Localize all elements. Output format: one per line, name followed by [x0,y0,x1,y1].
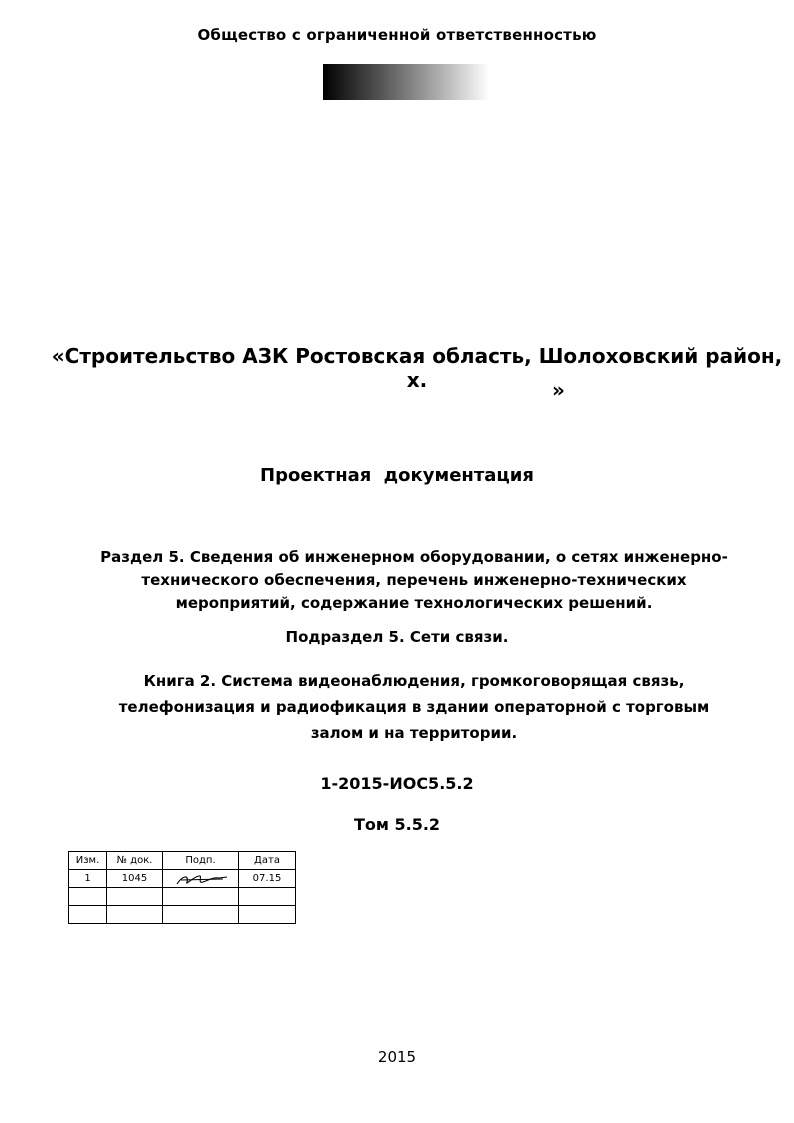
empty-cell [69,906,107,924]
company-logo [323,64,489,100]
col-header-doc-number: № док. [107,852,163,870]
empty-cell [163,906,239,924]
project-title: «Строительство АЗК Ростовская область, Шолоховский район, х. [51,344,783,392]
col-header-change: Изм. [69,852,107,870]
empty-cell [107,906,163,924]
empty-cell [239,888,296,906]
table-row [69,888,296,906]
change-number: 1 [69,870,107,888]
section-title: Раздел 5. Сведения об инженерном оборудовании, о сетях инженерно-технического обеспечения, перечень инженерно-технических мероприятий, содержание технологических решений. [100,548,728,612]
empty-cell [107,888,163,906]
document-code: 1-2015-ИОС5.5.2 [320,774,474,793]
project-title-closing-quote: » [552,378,565,402]
revision-date: 07.15 [239,870,296,888]
revision-table [68,851,296,924]
organization-name: Общество с ограниченной ответственностью [197,26,597,44]
footer-year: 2015 [377,1048,417,1066]
volume-number: Том 5.5.2 [353,815,441,834]
col-header-date: Дата [239,852,296,870]
table-row [69,906,296,924]
subsection-title: Подраздел 5. Сети связи. [285,628,509,646]
doc-number: 1045 [107,870,163,888]
table-row [69,870,296,888]
col-header-signature: Подп. [163,852,239,870]
empty-cell [163,888,239,906]
signature-scribble-icon [173,871,229,887]
document-type: Проектная документация [260,465,534,486]
signature [163,870,239,888]
book-title: Книга 2. Система видеонаблюдения, громкоговорящая связь, телефонизация и радиофикация в здании операторной с торговым залом и на территории. [118,672,710,742]
empty-cell [239,906,296,924]
empty-cell [69,888,107,906]
revision-table-header [69,852,296,870]
